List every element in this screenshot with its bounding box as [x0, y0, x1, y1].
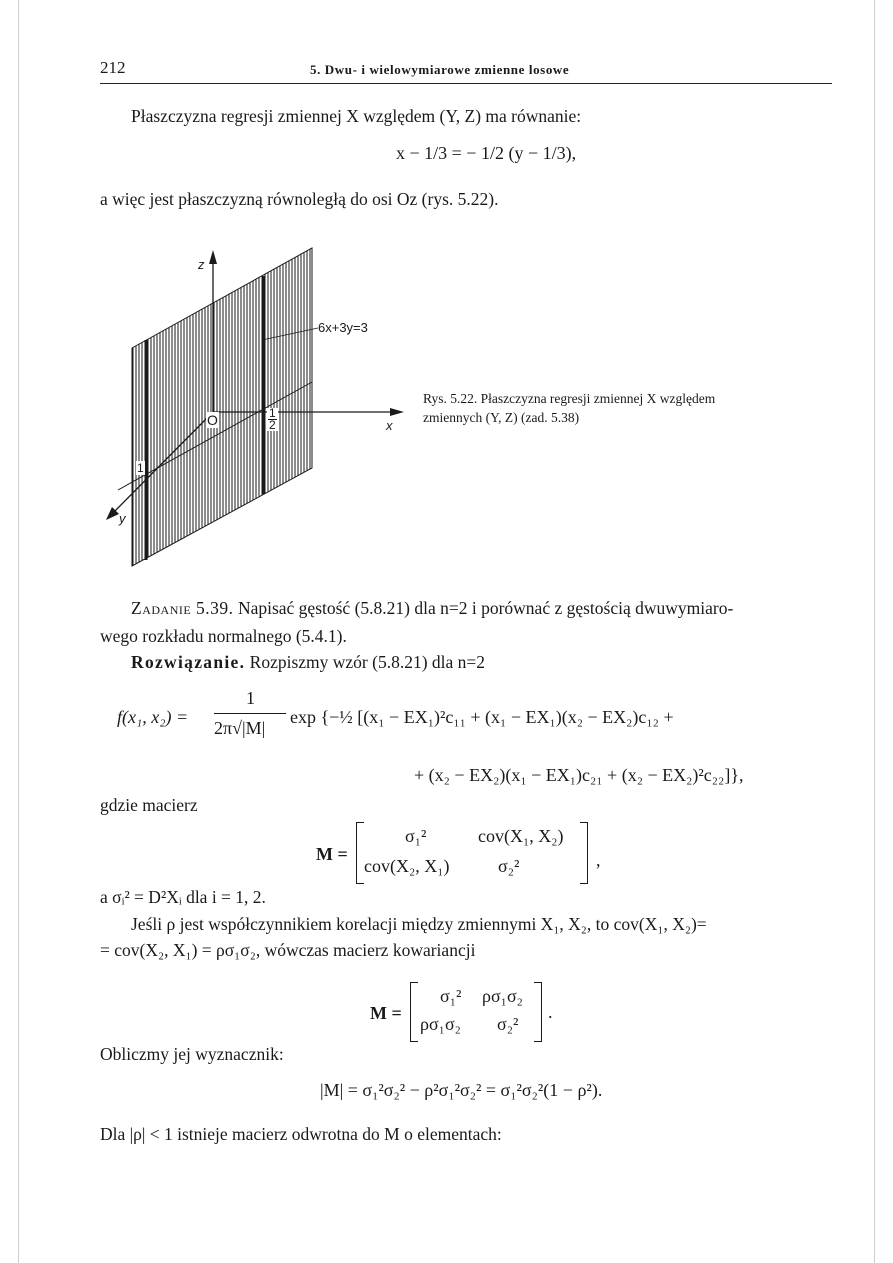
y-axis-label: y — [119, 511, 126, 526]
variance-definition: a σᵢ² = D²Xᵢ dla i = 1, 2. — [100, 887, 266, 907]
solution-line — [131, 652, 485, 673]
page-number: 212 — [100, 58, 126, 77]
y-one-label: 1 — [137, 461, 144, 475]
matrix1-trailing-comma: , — [596, 850, 601, 870]
x-axis-arrow — [390, 408, 404, 416]
solution-text: Rozpiszmy wzór (5.8.21) dla n=2 — [249, 652, 486, 672]
formula-numerator: 1 — [246, 688, 255, 708]
correlation-line-2: = cov(X₂, X₁) = ρσ₁σ₂, wówczas macierz kowariancji — [100, 940, 476, 960]
origin-label: O — [207, 412, 218, 428]
matrix1-right-bracket — [580, 822, 588, 884]
formula-denominator: 2π√|M| — [214, 718, 266, 738]
half-denominator: 2 — [269, 418, 276, 432]
correlation-line-1: Jeśli ρ jest współczynnikiem korelacji między zmiennymi X₁, X₂, to cov(X₁, X₂)= — [131, 914, 707, 934]
intro-line-1: Płaszczyzna regresji zmiennej X względem (Y, Z) ma równanie: — [131, 106, 582, 126]
formula-fraction-bar — [214, 713, 286, 714]
task-line-2: wego rozkładu normalnego (5.4.1). — [100, 626, 347, 646]
intro-line-2: a więc jest płaszczyzną równoległą do osi Oz (rys. 5.22). — [100, 189, 499, 209]
formula-line-1-rhs: exp {−½ [(x₁ − EX₁)²c₁₁ + (x₁ − EX₁)(x₂ − EX₂)c₁₂ + — [290, 707, 674, 727]
matrix2-trailing-period: . — [548, 1002, 553, 1022]
matrix1-a12: cov(X₁, X₂) — [478, 826, 564, 846]
matrix2-a21: ρσ₁σ₂ — [420, 1014, 461, 1034]
z-axis-label: z — [198, 257, 205, 272]
matrix2-a11: σ₁² — [440, 986, 462, 1006]
running-header: 5. Dwu- i wielowymiarowe zmienne losowe — [310, 62, 570, 77]
formula-lhs: f(x₁, x₂) = — [117, 707, 189, 727]
x-half-label — [267, 408, 278, 431]
matrix1-a22: σ₂² — [498, 856, 520, 876]
determinant-intro: Obliczmy jej wyznacznik: — [100, 1044, 284, 1064]
matrix1-left-bracket — [356, 822, 364, 884]
task-text-1: Napisać gęstość (5.8.21) dla n=2 i porównać z gęstością dwuwymiaro- — [237, 598, 734, 618]
regression-equation: x − 1/3 = − 1/2 (y − 1/3), — [396, 143, 577, 163]
task-label: Zadanie 5.39. — [131, 598, 234, 618]
figure-caption-line-2: zmiennych (Y, Z) (zad. 5.38) — [423, 410, 580, 425]
matrix1-a11: σ₁² — [405, 826, 427, 846]
matrix1-a21: cov(X₂, X₁) — [364, 856, 450, 876]
plane-equation-label: 6x+3y=3 — [318, 320, 368, 335]
plane-hatching — [133, 240, 310, 580]
task-line-1 — [131, 598, 733, 619]
matrix1-lhs: M = — [316, 844, 348, 864]
matrix-intro: gdzie macierz — [100, 795, 198, 815]
z-axis-arrow — [209, 250, 217, 264]
plane-outline — [132, 248, 312, 566]
matrix2-left-bracket — [410, 982, 418, 1042]
half-numerator: 1 — [269, 406, 276, 420]
closing-line: Dla |ρ| < 1 istnieje macierz odwrotna do M o elementach: — [100, 1124, 502, 1144]
matrix2-lhs: M = — [370, 1003, 402, 1023]
figure-caption-line-1: Rys. 5.22. Płaszczyzna regresji zmiennej X względem — [423, 391, 716, 406]
formula-line-2-rhs: + (x₂ − EX₂)(x₁ − EX₁)c₂₁ + (x₂ − EX₂)²c₂₂]}, — [414, 765, 744, 785]
determinant-equation: |M| = σ₁²σ₂² − ρ²σ₁²σ₂² = σ₁²σ₂²(1 − ρ²). — [320, 1080, 603, 1100]
matrix2-a22: σ₂² — [497, 1014, 519, 1034]
x-axis-label: x — [386, 418, 393, 433]
solution-label: Rozwiązanie. — [131, 652, 246, 672]
matrix2-a12: ρσ₁σ₂ — [482, 986, 523, 1006]
matrix2-right-bracket — [534, 982, 542, 1042]
